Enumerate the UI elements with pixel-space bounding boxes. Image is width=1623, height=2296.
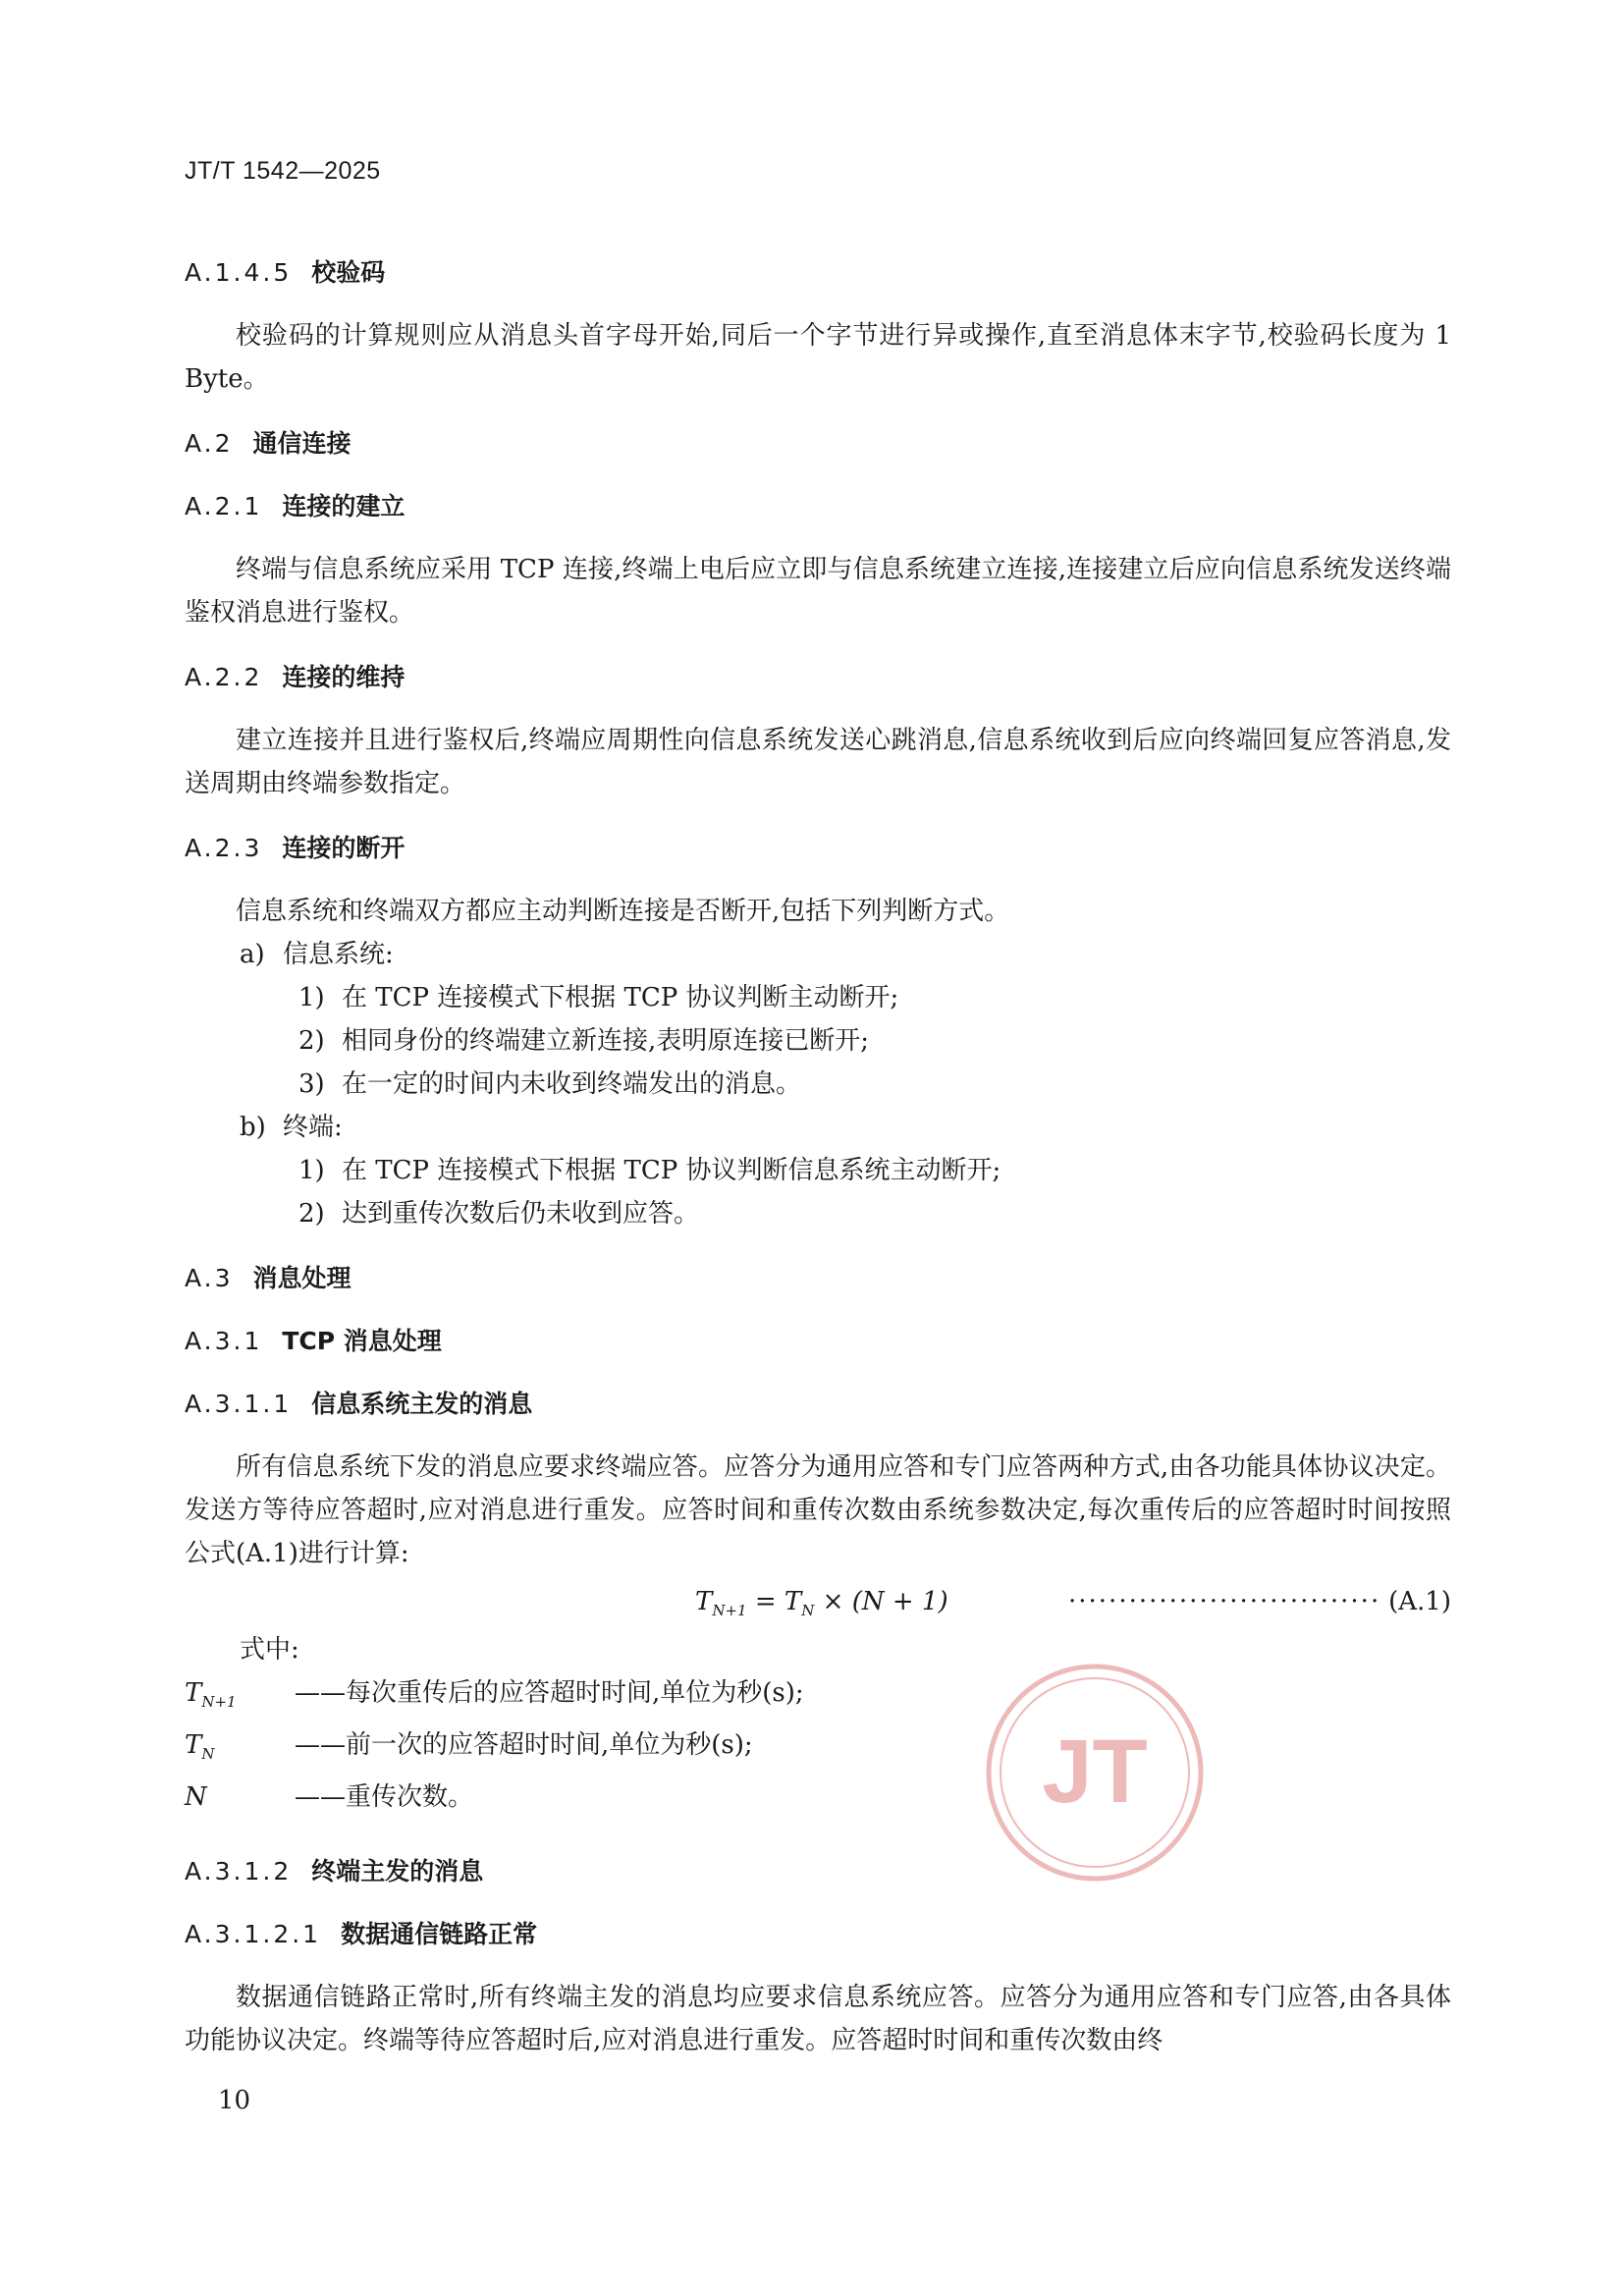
formula-number: (A.1): [1388, 1587, 1451, 1616]
list-item: [185, 1106, 1451, 1149]
section-number: A.2.1: [185, 492, 263, 520]
list-text: 在 TCP 连接模式下根据 TCP 协议判断信息系统主动断开;: [342, 1156, 1001, 1185]
list-marker: 1): [298, 1156, 325, 1185]
formula-leader-dots: ·······························: [1068, 1587, 1381, 1616]
page-number: 10: [218, 2086, 251, 2115]
list-item: [185, 976, 1451, 1019]
section-number: A.2.2: [185, 663, 263, 691]
list-marker: 2): [298, 1026, 325, 1056]
list-marker: a): [240, 940, 265, 969]
symbol-letter: T: [185, 1678, 202, 1708]
section-title: 终端主发的消息: [311, 1856, 484, 1886]
list-item: [185, 933, 1451, 976]
where-description: ——前一次的应答超时时间,单位为秒(s);: [295, 1730, 753, 1761]
list-marker: 3): [298, 1069, 325, 1099]
section-number: A.3.1.1: [185, 1390, 293, 1418]
formula-rhs-subscript: N: [801, 1602, 815, 1620]
list-text: 终端:: [283, 1113, 343, 1142]
formula-expression: [695, 1575, 948, 1637]
list-text: 在 TCP 连接模式下根据 TCP 协议判断主动断开;: [342, 983, 899, 1012]
section-number: A.3.1: [185, 1327, 263, 1355]
section-heading-a312: [185, 1850, 1451, 1893]
list-text: 信息系统:: [283, 940, 394, 969]
symbol-letter: N: [185, 1782, 207, 1813]
section-heading-a22: [185, 656, 1451, 699]
paragraph-a23: 信息系统和终端双方都应主动判断连接是否断开,包括下列判断方式。: [236, 897, 1010, 926]
section-heading-a3121: [185, 1913, 1451, 1956]
section-title: 通信连接: [252, 429, 352, 458]
symbol-subscript: N: [201, 1745, 215, 1764]
section-heading-a31: [185, 1320, 1451, 1363]
where-label: 式中:: [240, 1635, 299, 1665]
section-number: A.3: [185, 1264, 234, 1292]
formula-rest: × (N + 1): [814, 1587, 948, 1616]
symbol-letter: T: [185, 1730, 202, 1761]
list-text: 在一定的时间内未收到终端发出的消息。: [342, 1069, 802, 1099]
section-heading-a311: [185, 1383, 1451, 1426]
section-number: A.2.3: [185, 834, 263, 862]
list-text: 达到重传次数后仍未收到应答。: [342, 1199, 700, 1229]
list-item: [185, 1192, 1451, 1235]
section-title: 连接的维持: [282, 663, 406, 691]
where-description: ——每次重传后的应答超时时间,单位为秒(s);: [295, 1678, 804, 1708]
section-title: 信息系统主发的消息: [311, 1390, 533, 1418]
document-body: [185, 251, 1451, 2062]
section-heading-a3: [185, 1257, 1451, 1300]
paragraph-a22: 建立连接并且进行鉴权后,终端应周期性向信息系统发送心跳消息,信息系统收到后应向终端回复应答消息,发送周期由终端参数指定。: [185, 726, 1451, 798]
where-symbol: [185, 1723, 295, 1776]
jt-watermark-stamp: [982, 1660, 1208, 1886]
section-title: 连接的断开: [282, 834, 406, 862]
symbol-subscript: N+1: [201, 1693, 237, 1712]
where-symbol: [185, 1671, 295, 1723]
list-marker: 1): [298, 983, 325, 1012]
formula-a1: [185, 1575, 1451, 1628]
where-row: [185, 1723, 1451, 1776]
paragraph-a3121: 数据通信链路正常时,所有终端主发的消息均应要求信息系统应答。应答分为通用应答和专门应答,由各具体功能协议决定。终端等待应答超时后,应对消息进行重发。应答超时时间和重传次数由终: [185, 1982, 1451, 2055]
list-item: [185, 1063, 1451, 1106]
doc-code: JT/T 1542—2025: [185, 157, 381, 185]
list-marker: b): [240, 1113, 266, 1142]
section-number: A.2: [185, 429, 234, 458]
list-item: [185, 1019, 1451, 1063]
list-text: 相同身份的终端建立新连接,表明原连接已断开;: [342, 1026, 870, 1056]
section-title: TCP 消息处理: [282, 1327, 442, 1355]
section-number: A.1.4.5: [185, 258, 293, 287]
where-row: [185, 1776, 1451, 1828]
where-symbol: [185, 1776, 295, 1828]
section-number: A.3.1.2.1: [185, 1919, 322, 1948]
section-heading-a145: [185, 251, 1451, 295]
stamp-text: JT: [1042, 1722, 1148, 1822]
section-number: A.3.1.2: [185, 1856, 293, 1886]
paragraph-a21: 终端与信息系统应采用 TCP 连接,终端上电后应立即与信息系统建立连接,连接建立后应向信息系统发送终端鉴权消息进行鉴权。: [185, 555, 1451, 628]
where-row: [185, 1671, 1451, 1723]
formula-lhs: T: [695, 1587, 713, 1616]
paragraph-a145: 校验码的计算规则应从消息头首字母开始,同后一个字节进行异或操作,直至消息体末字节,校验码长度为 1 Byte。: [185, 321, 1451, 394]
formula-lhs-subscript: N+1: [712, 1602, 747, 1620]
formula-equals: =: [746, 1587, 784, 1616]
section-title: 校验码: [311, 258, 386, 287]
section-heading-a21: [185, 485, 1451, 528]
list-item: [185, 1149, 1451, 1192]
section-heading-a23: [185, 827, 1451, 870]
paragraph-a311: 所有信息系统下发的消息应要求终端应答。应答分为通用应答和专门应答两种方式,由各功能具体协议决定。发送方等待应答超时,应对消息进行重发。应答时间和重传次数由系统参数决定,每次重传后的应答超时时间按照公式(A.1)进行计算:: [185, 1452, 1451, 1568]
list-marker: 2): [298, 1199, 325, 1229]
formula-rhs: T: [784, 1587, 802, 1616]
section-title: 连接的建立: [282, 492, 406, 520]
where-description: ——重传次数。: [295, 1782, 474, 1813]
section-heading-a2: [185, 422, 1451, 465]
section-title: 消息处理: [252, 1264, 352, 1292]
section-title: 数据通信链路正常: [341, 1919, 538, 1948]
